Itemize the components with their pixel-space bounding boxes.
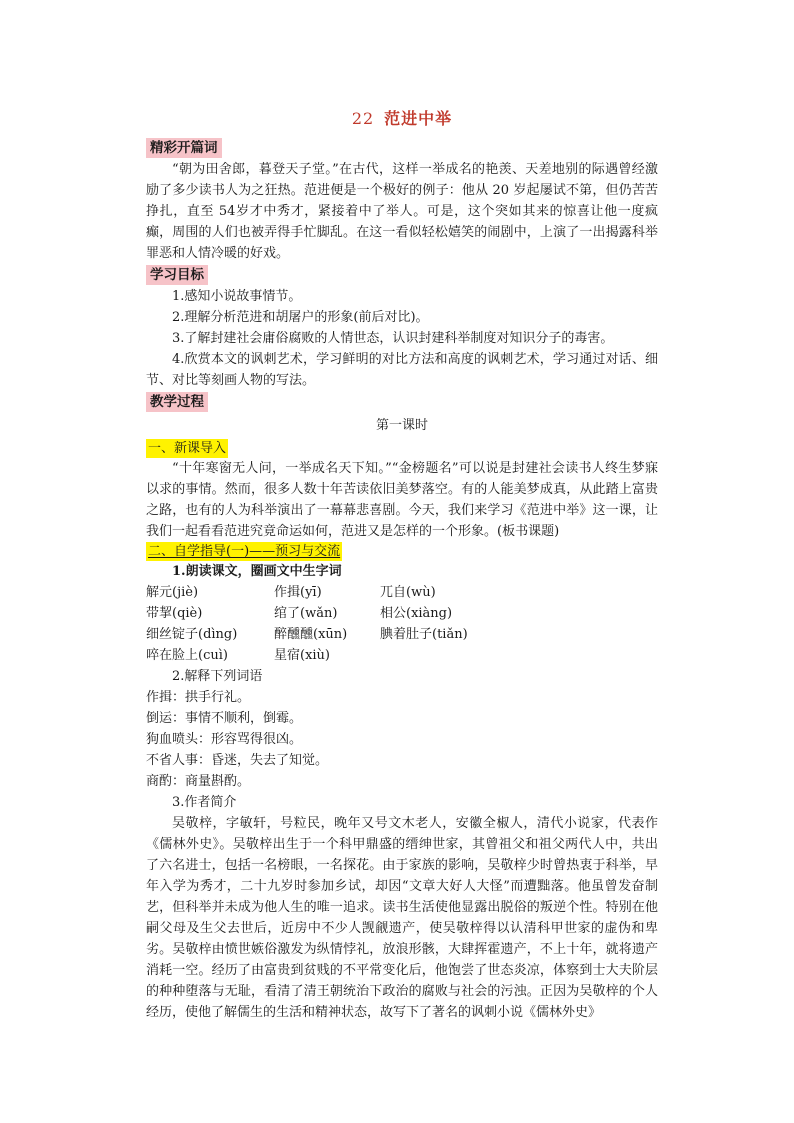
vocab-item: 解元(jiè) bbox=[146, 585, 199, 600]
guide-heading: 二、自学指导(一)——预习与交流 bbox=[148, 544, 341, 559]
goal-item: 3.了解封建社会庸俗腐败的人情世态，认识封建科举制度对知识分子的毒害。 bbox=[172, 331, 614, 346]
vocab-item: 兀自(wù) bbox=[380, 585, 436, 600]
section-tag-goals: 学习目标 bbox=[146, 265, 208, 285]
vocab-item: 星宿(xiù) bbox=[274, 648, 331, 663]
definition-item: 狗血喷头：形容骂得很凶。 bbox=[146, 732, 303, 747]
definition-item: 作揖：拱手行礼。 bbox=[146, 690, 251, 705]
vocab-item: 醉醺醺(xūn) bbox=[274, 627, 348, 642]
intro-heading: 一、新课导入 bbox=[148, 441, 227, 456]
vocab-item: 作揖(yī) bbox=[274, 585, 322, 600]
vocab-item: 带挈(qiè) bbox=[146, 606, 203, 621]
goal-item: 4.欣赏本文的讽刺艺术，学习鲜明的对比方法和高度的讽刺艺术，学习通过对话、细节、对比等刻画人物的写法。 bbox=[146, 352, 658, 388]
definition-item: 倒运：事情不顺利，倒霉。 bbox=[146, 711, 303, 726]
lesson-title: 范进中举 bbox=[384, 109, 453, 128]
author-heading: 3.作者简介 bbox=[172, 795, 237, 810]
author-paragraph: 吴敬梓，字敏轩，号粒民，晚年又号文木老人，安徽全椒人，清代小说家，代表作《儒林外史》。吴敬梓出生于一个科甲鼎盛的缙绅世家，其曾祖父和祖父两代人中，共出了六名进士，包括一名榜眼，一名探花。由于家族的影响，吴敬梓少时曾热衷于科举，早年入学为秀才，二十九岁时参加乡试，却因“文章大好人大怪”而遭黜落。他虽曾发奋制艺，但科举并未成为他人生的唯一追求。读书生活使他显露出脱俗的叛逆个性。特别在他嗣父母及生父去世后，近房中不少人觊觎遗产，使吴敬梓得以认清科甲世家的虚伪和卑劣。吴敬梓由愤世嫉俗激发为纵情悖礼，放浪形骸，大肆挥霍遗产，不上十年，就将遗产消耗一空。经历了由富贵到贫贱的不平常变化后，他饱尝了世态炎凉，体察到士大夫阶层的种种堕落与无耻，看清了清王朝统治下政治的腐败与社会的污浊。正因为吴敬梓的个人经历，使他了解儒生的生活和精神状态，故写下了著名的讽刺小说《儒林外史》 bbox=[146, 816, 658, 1020]
vocab-grid bbox=[146, 582, 658, 666]
document-content bbox=[146, 100, 658, 1023]
intro-paragraph: “十年寒窗无人问，一举成名天下知。”“金榜题名”可以说是封建社会读书人终生梦寐以求的事情。然而，很多人数十年苦读依旧美梦落空。有的人能美梦成真，从此踏上富贵之路，也有的人为科举演出了一幕幕悲喜剧。今天，我们来学习《范进中举》这一课，让我们一起看看范进究竟命运如何，范进又是怎样的一个形象。(板书课题) bbox=[146, 461, 658, 539]
vocab-item: 细丝锭子(dìng) bbox=[146, 627, 238, 642]
goal-item: 1.感知小说故事情节。 bbox=[172, 289, 302, 304]
vocab-item bbox=[380, 645, 570, 666]
vocab-item: 啐在脸上(cuì) bbox=[146, 648, 228, 663]
vocab-item: 相公(xiàng) bbox=[380, 606, 453, 621]
vocab-item: 腆着肚子(tiǎn) bbox=[380, 627, 468, 642]
read-heading: 1.朗读课文，圈画文中生字词 bbox=[172, 564, 342, 579]
explain-heading: 2.解释下列词语 bbox=[172, 669, 263, 684]
lesson-number: 22 bbox=[351, 109, 375, 128]
vocab-item: 绾了(wǎn) bbox=[274, 606, 338, 621]
definition-item: 商酌：商量斟酌。 bbox=[146, 774, 251, 789]
page-title bbox=[146, 106, 658, 129]
definition-item: 不省人事：昏迷，失去了知觉。 bbox=[146, 753, 329, 768]
section-tag-process: 教学过程 bbox=[146, 392, 208, 412]
lesson-label: 第一课时 bbox=[375, 418, 428, 433]
opening-paragraph: “朝为田舍郎，暮登天子堂。”在古代，这样一举成名的艳羡、天差地别的际遇曾经激励了多少读书人为之狂热。范进便是一个极好的例子：他从 20 岁起屡试不第，但仍苦苦挣扎，直至 54岁才中秀才，紧接着中了举人。可是，这个突如其来的惊喜让他一度疯癫，周围的人们也被弄得手忙脚乱。在这一看似轻松嬉笑的闹剧中，上演了一出揭露科举罪恶和人情冷暖的好戏。 bbox=[146, 162, 658, 261]
section-tag-opening: 精彩开篇词 bbox=[146, 138, 222, 158]
goal-item: 2.理解分析范进和胡屠户的形象(前后对比)。 bbox=[172, 310, 429, 325]
